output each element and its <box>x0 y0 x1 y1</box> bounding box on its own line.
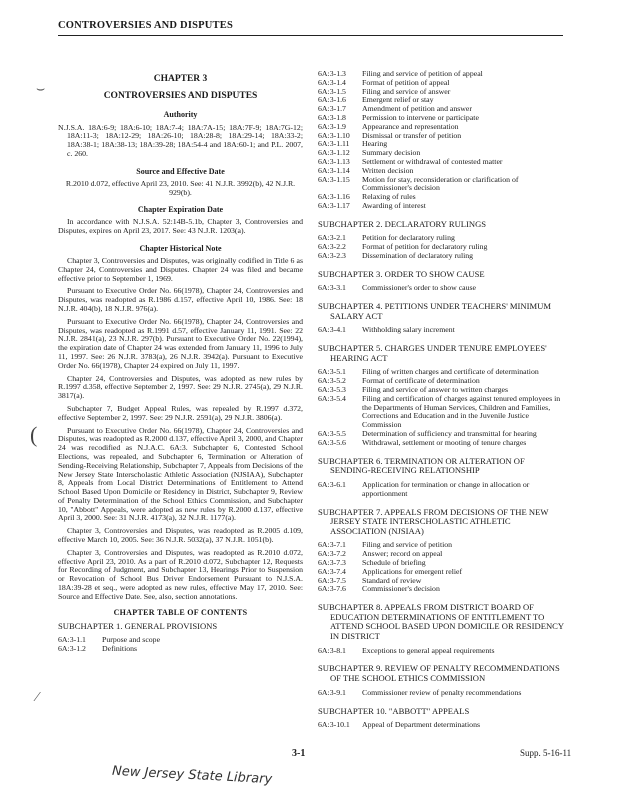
toc-entry-number: 6A:3-7.2 <box>318 549 346 559</box>
toc-entry-number: 6A:3-1.8 <box>318 112 346 122</box>
source-text: R.2010 d.072, effective April 23, 2010. See: 41 N.J.R. 3992(b), 42 N.J.R. 929(b). <box>65 178 296 197</box>
toc-entry <box>58 636 303 645</box>
toc-entry-title: Filing and service of answer <box>362 86 451 96</box>
subchapter-block <box>318 603 565 660</box>
toc-entry-number: 6A:3-5.2 <box>318 376 346 386</box>
subchapter-title: SUBCHAPTER 2. DECLARATORY RULINGS <box>318 218 487 229</box>
toc-entry-title: Emergent relief or stay <box>362 95 434 105</box>
toc-entry <box>318 585 565 594</box>
toc-entry <box>318 158 565 167</box>
page-number: 3-1 <box>292 748 306 759</box>
spacer <box>318 293 565 298</box>
toc-entry-number: 6A:3-5.3 <box>318 385 346 395</box>
history-heading: Chapter Historical Note <box>139 243 222 253</box>
toc-entry-title: Dismissal or transfer of petition <box>362 130 462 140</box>
toc-entry <box>318 481 565 499</box>
subchapter-block <box>318 220 565 266</box>
toc-entry-number: 6A:3-1.11 <box>318 139 350 149</box>
toc-entry-number: 6A:3-4.1 <box>318 325 346 335</box>
toc-entry-number: 6A:3-10.1 <box>318 720 350 730</box>
toc-entry-number: 6A:3-9.1 <box>318 687 346 697</box>
spacer <box>318 655 565 660</box>
toc-entry-title: Relaxing of rules <box>362 192 416 202</box>
toc-entry-number: 6A:3-1.6 <box>318 95 346 105</box>
toc-entry-number: 6A:3-1.1 <box>58 635 86 645</box>
toc-entry <box>318 550 565 559</box>
right-column <box>318 70 565 735</box>
subchapter-block <box>318 302 565 340</box>
toc-entry <box>318 140 565 149</box>
toc-entry-title: Amendment of petition and answer <box>362 104 472 114</box>
toc-entry-title: Withdrawal, settlement or mooting of tenure charges <box>362 437 527 447</box>
subchapter-block <box>318 344 565 452</box>
toc-entry-number: 6A:3-2.3 <box>318 250 346 260</box>
toc-entry-number: 6A:3-1.5 <box>318 86 346 96</box>
spacer <box>58 654 303 659</box>
toc-entry-title: Filing and certification of charges against tenured employees in the Departments of Human Services, Children and Families, Corrections and Education and in the Juvenile Justice Commission <box>362 393 561 430</box>
toc-heading: CHAPTER TABLE OF CONTENTS <box>113 607 248 617</box>
toc-entry <box>318 721 565 730</box>
toc-entry-title: Standard of review <box>362 575 422 585</box>
spacer <box>318 594 565 599</box>
toc-entry-number: 6A:3-5.1 <box>318 367 346 377</box>
toc-entry-title: Application for termination or change in allocation or apportionment <box>362 479 530 498</box>
toc-entry <box>318 647 565 656</box>
toc-entry-title: Format of certificate of determination <box>362 376 480 386</box>
subchapter-block <box>318 707 565 735</box>
toc-right-subchapters <box>318 220 565 735</box>
toc-continued-entries <box>318 70 565 216</box>
spacer <box>318 335 565 340</box>
toc-entry <box>318 88 565 97</box>
toc-entry-title: Petition for declaratory ruling <box>362 233 455 243</box>
spacer <box>318 261 565 266</box>
subchapter-title: SUBCHAPTER 5. CHARGES UNDER TENURE EMPLOYEES' HEARING ACT <box>318 343 547 363</box>
spacer <box>318 499 565 504</box>
toc-entry-title: Commissioner's decision <box>362 584 440 594</box>
authority-text: N.J.S.A. 18A:6-9; 18A:6-10; 18A:7-4; 18A:7A-15; 18A:7F-9; 18A:7G-12; 18A:11-3; 18A:12-29; 18A:26-10; 18A:28-8; 18A:29-14; 18A:33-2; 18A:38-1; 18A:38-13; 18A:39-28; 18A:54-4 and 18A:60-1; and P.L. 2007, c. 260. <box>58 122 303 158</box>
toc-entry-title: Motion for stay, reconsideration or clarification of Commissioner's decision <box>362 174 519 193</box>
toc-entry-number: 6A:3-5.4 <box>318 393 346 403</box>
toc-entry-number: 6A:3-1.16 <box>318 192 350 202</box>
authority-heading: Authority <box>163 110 198 120</box>
toc-entry-number: 6A:3-7.1 <box>318 540 346 550</box>
toc-entry <box>318 439 565 448</box>
subchapter-title: SUBCHAPTER 7. APPEALS FROM DECISIONS OF THE NEW JERSEY STATE INTERSCHOLASTIC ATHLETIC ASSOCIATION (NJSIAA) <box>318 506 549 536</box>
spacer <box>318 211 565 216</box>
subchapter-title: SUBCHAPTER 8. APPEALS FROM DISTRICT BOARD OF EDUCATION DETERMINATIONS OF ENTITLEMENT TO ATTEND SCHOOL BASED UPON DOMICILE OR RESIDENCY IN DISTRICT <box>318 602 564 642</box>
toc-entry-title: Purpose and scope <box>102 635 161 645</box>
toc-entry <box>318 193 565 202</box>
supplement-date: Supp. 5-16-11 <box>520 748 572 758</box>
toc-entry-title: Answer; record on appeal <box>362 549 443 559</box>
toc-entry-title: Written decision <box>362 165 414 175</box>
toc-left <box>58 622 303 659</box>
spacer <box>318 730 565 735</box>
toc-entry-number: 6A:3-1.7 <box>318 104 346 114</box>
subchapter-title: SUBCHAPTER 3. ORDER TO SHOW CAUSE <box>318 268 485 279</box>
toc-entry-title: Determination of sufficiency and transmittal for hearing <box>362 429 537 439</box>
subchapter-title: SUBCHAPTER 6. TERMINATION OR ALTERATION OF SENDING-RECEIVING RELATIONSHIP <box>318 455 525 476</box>
history-paragraph: Pursuant to Executive Order No. 66(1978), Chapter 24, Controversies and Disputes, was readopted as R.1991 d.57, effective January 11, 1991. See: 22 N.J.R. 2841(a), 23 N.J.R. 297(b). Pursuant to Executive Order No. 22(1994), the expiration date of Chapter 24 was extended from January 11, 1996 to July 11, 1997. See: 26 N.J.R. 3783(a), 26 N.J.R. 3942(a). Pursuant to Executive Order No. 66(1978), Chapter 24 expired on July 11, 1997. <box>58 316 303 370</box>
toc-entry-number: 6A:3-2.1 <box>318 233 346 243</box>
toc-entry <box>318 176 565 194</box>
toc-entry-number: 6A:3-1.14 <box>318 165 350 175</box>
toc-entry-number: 6A:3-1.4 <box>318 77 346 87</box>
left-column <box>58 70 303 659</box>
history-paragraph: Subchapter 7, Budget Appeal Rules, was repealed by R.1997 d.372, effective September 2, 1997. See: 29 N.J.R. 2591(a), 29 N.J.R. 3806(a). <box>58 403 303 422</box>
toc-entry-title: Filing and service of petition <box>362 540 453 550</box>
history-paragraph: Pursuant to Executive Order No. 66(1978), Chapter 24, Controversies and Disputes, was readopted as R.2000 d.137, effective April 3, 2000, and Chapter 24 was recodified as N.J.A.C. 6A:3. Subchapter 6, Contested School Elections, was repealed, and Subchapter 6, Termination or Alteration of Sending-Receiving Relationship, Subchapter 7, Appeals from Decisions of the New Jersey State Interscholastic Athletic Association (NJSIAA), Subchapter 8, Appeals from Local District Determinations of Entitlement to Attend School Based Upon Domicile or Residency in District, Subchapter 9, Review of Penalty Determination of the School Ethics Commission, and Subchapter 10, "Abbott" Appeals, were adopted as new rules by R.2000 d.137, effective April 3, 2000. See: 31 N.J.R. 4173(a), 32 N.J.R. 1177(a). <box>58 425 303 523</box>
toc-entry-number: 6A:3-7.4 <box>318 566 346 576</box>
subchapter-block <box>318 270 565 298</box>
toc-entry-title: Permission to intervene or participate <box>362 112 479 122</box>
toc-entry-number: 6A:3-1.2 <box>58 644 86 654</box>
toc-entry-number: 6A:3-8.1 <box>318 645 346 655</box>
subchapter-title: SUBCHAPTER 9. REVIEW OF PENALTY RECOMMENDATIONS OF THE SCHOOL ETHICS COMMISSION <box>318 663 560 684</box>
toc-entry-number: 6A:3-6.1 <box>318 479 346 489</box>
toc-entry-title: Awarding of interest <box>362 200 426 210</box>
subchapter-title: SUBCHAPTER 10. "ABBOTT" APPEALS <box>318 705 470 716</box>
toc-entry-title: Summary decision <box>362 148 421 158</box>
toc-entry <box>318 284 565 293</box>
historical-note <box>58 257 303 602</box>
history-paragraph: Chapter 3, Controversies and Disputes, was readopted as R.2010 d.072, effective April 23, 2010. As a part of R.2010 d.072, Subchapter 12, Requests for Recording of Judgment, and Subchapter 13, Hearings Prior to Suspension or Revocation of School Bus Driver Endorsement Pursuant to N.J.S.A. 18A:39-28 et seq., were adopted as new rules, effective May 17, 2010. See: Source and Effective Date. See, also, section annotations. <box>58 547 303 601</box>
margin-mark: ⌣ <box>36 82 46 97</box>
toc-entry-number: 6A:3-1.10 <box>318 130 350 140</box>
toc-entry-title: Appearance and representation <box>362 121 459 131</box>
toc-entry <box>318 132 565 141</box>
library-stamp: New Jersey State Library <box>111 763 273 788</box>
toc-entry-number: 6A:3-3.1 <box>318 283 346 293</box>
toc-entry <box>318 689 565 698</box>
toc-entry-number: 6A:3-1.15 <box>318 174 350 184</box>
toc-entry-number: 6A:3-7.5 <box>318 575 346 585</box>
toc-entry-number: 6A:3-1.12 <box>318 148 350 158</box>
history-paragraph: Chapter 24, Controversies and Disputes, was adopted as new rules by R.1997 d.358, effective September 2, 1997. See: 29 N.J.R. 2745(a), 29 N.J.R. 3817(a). <box>58 373 303 401</box>
subchapter-title: SUBCHAPTER 1. GENERAL PROVISIONS <box>58 620 218 631</box>
subchapter-block <box>318 508 565 600</box>
toc-entry-title: Dissemination of declaratory ruling <box>362 250 474 260</box>
toc-entry-number: 6A:3-7.3 <box>318 557 346 567</box>
margin-mark: ( <box>30 422 38 447</box>
history-paragraph: Chapter 3, Controversies and Disputes, was readopted as R.2005 d.109, effective March 10, 2005. See: 36 N.J.R. 5032(a), 37 N.J.R. 1051(b). <box>58 526 303 545</box>
toc-entry-title: Filing and service of petition of appeal <box>362 69 483 78</box>
toc-entry-title: Schedule of briefing <box>362 557 426 567</box>
toc-entry-title: Commissioner review of penalty recommendations <box>362 687 522 697</box>
expiration-heading: Chapter Expiration Date <box>137 205 224 215</box>
toc-entry-title: Format of petition for declaratory ruling <box>362 242 488 252</box>
chapter-number: CHAPTER 3 <box>153 74 208 84</box>
toc-entry <box>318 577 565 586</box>
toc-entry <box>318 252 565 261</box>
chapter-title: CONTROVERSIES AND DISPUTES <box>103 90 258 101</box>
running-head: CONTROVERSIES AND DISPUTES <box>58 20 233 31</box>
margin-mark: ⁄ <box>36 690 39 705</box>
toc-entry <box>58 645 303 654</box>
subchapter-block <box>58 622 303 659</box>
toc-entry <box>318 568 565 577</box>
subchapter-title: SUBCHAPTER 4. PETITIONS UNDER TEACHERS' MINIMUM SALARY ACT <box>318 301 551 321</box>
toc-entry-title: Definitions <box>102 644 138 654</box>
spacer <box>318 698 565 703</box>
toc-entry-title: Settlement or withdrawal of contested matter <box>362 156 503 166</box>
history-paragraph: Pursuant to Executive Order No. 66(1978), Chapter 24, Controversies and Disputes, was readopted as R.1986 d.157, effective April 10, 1986. See: 18 N.J.R. 404(b), 18 N.J.R. 976(a). <box>58 286 303 313</box>
toc-entry-title: Applications for emergent relief <box>362 566 463 576</box>
toc-entry-number: 6A:3-1.13 <box>318 156 350 166</box>
toc-entry-number: 6A:3-7.6 <box>318 584 346 594</box>
toc-entry-title: Commissioner's order to show cause <box>362 283 477 293</box>
toc-entry-title: Filing and service of answer to written charges <box>362 385 509 395</box>
toc-entry-title: Withholding salary increment <box>362 325 455 335</box>
source-heading: Source and Effective Date <box>136 166 225 176</box>
expiration-text: In accordance with N.J.S.A. 52:14B-5.1b, Chapter 3, Controversies and Disputes, expires on April 23, 2017. See: 43 N.J.R. 1203(a). <box>58 217 303 236</box>
header-rule <box>58 35 563 36</box>
toc-entry <box>318 326 565 335</box>
toc-entry <box>318 395 565 430</box>
toc-entry-title: Filing of written charges and certificate of determination <box>362 367 539 377</box>
subchapter-block <box>318 457 565 504</box>
toc-entry-number: 6A:3-1.3 <box>318 69 346 78</box>
subchapter-block <box>318 664 565 702</box>
toc-entry-number: 6A:3-5.5 <box>318 429 346 439</box>
toc-entry-title: Format of petition of appeal <box>362 77 450 87</box>
history-paragraph: Chapter 3, Controversies and Disputes, was originally codified in Title 6 as Chapter 24, Controversies and Disputes. Chapter 24 was filed and became effective prior to September 1, 1969. <box>58 255 303 283</box>
spacer <box>318 448 565 453</box>
toc-entry-title: Appeal of Department determinations <box>362 720 480 730</box>
toc-entry-number: 6A:3-1.9 <box>318 121 346 131</box>
toc-entry-title: Exceptions to general appeal requirements <box>362 645 495 655</box>
toc-entry <box>318 202 565 211</box>
toc-entry-number: 6A:3-5.6 <box>318 437 346 447</box>
toc-entry-title: Hearing <box>362 139 388 149</box>
toc-entry-number: 6A:3-2.2 <box>318 242 346 252</box>
toc-entry-number: 6A:3-1.17 <box>318 200 350 210</box>
